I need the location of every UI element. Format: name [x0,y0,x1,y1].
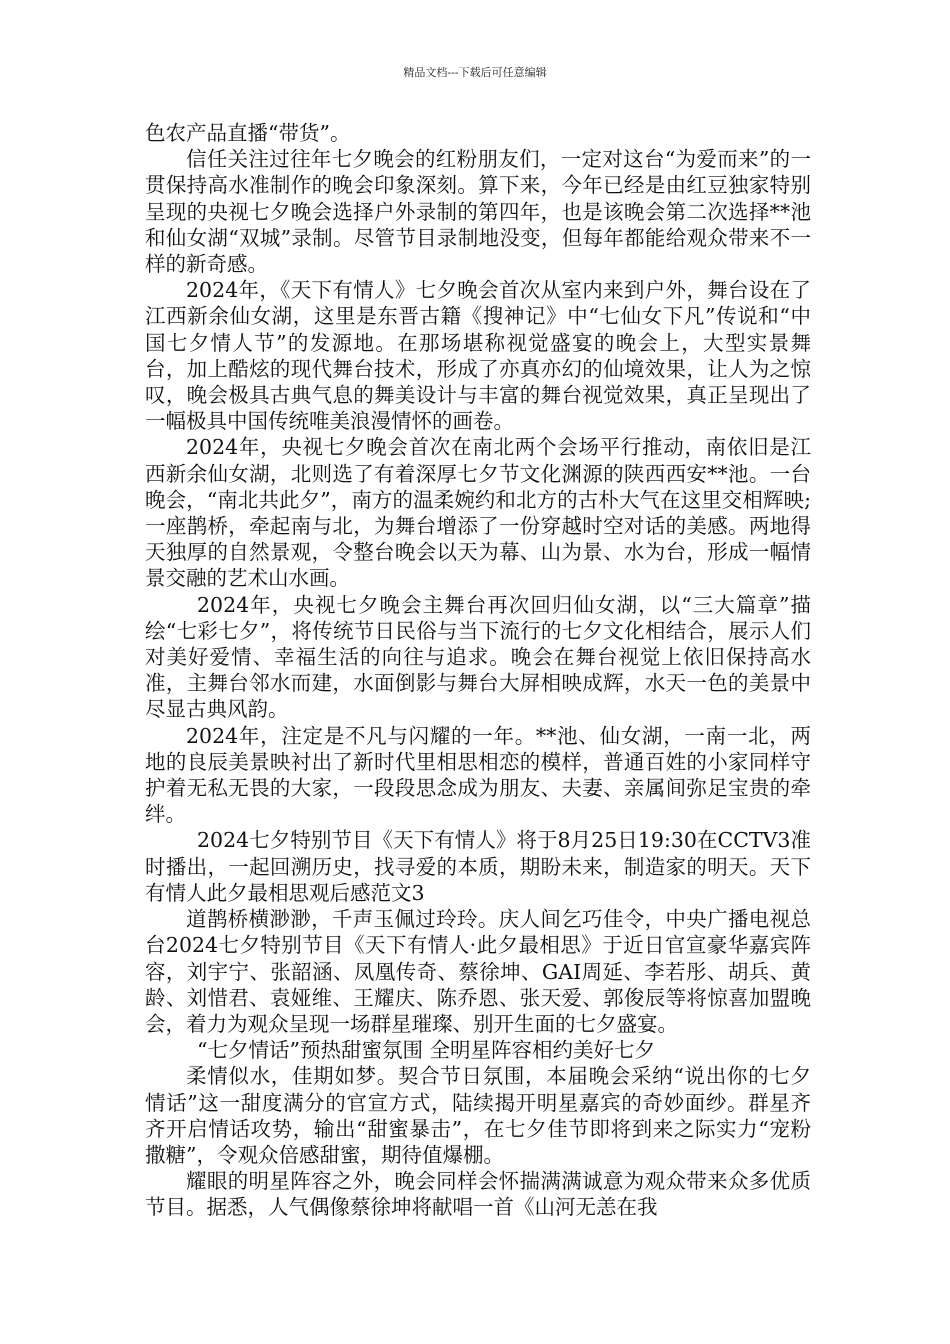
paragraph: 信任关注过往年七夕晚会的红粉朋友们，一定对这台“为爱而来”的一贯保持高水准制作的晚会印象深刻。算下来，今年已经是由红豆独家特别呈现的央视七夕晚会选择户外录制的第四年，也是该晚会第二次选择**池和仙女湖“双城”录制。尽管节目录制地没变，但每年都能给观众带来不一样的新奇感。 [145,147,811,277]
paragraph: 2024年，央视七夕晚会首次在南北两个会场平行推动，南依旧是江西新余仙女湖，北则选了有着深厚七夕节文化渊源的陕西西安**池。一台晚会，“南北共此夕”，南方的温柔婉约和北方的古朴大气在这里交相辉映;一座鹊桥，牵起南与北，为舞台增添了一份穿越时空对话的美感。两地得天独厚的自然景观，令整台晚会以天为幕、山为景、水为台，形成一幅情景交融的艺术山水画。 [145,435,811,591]
paragraph: 2024七夕特别节目《天下有情人》将于8月25日19:30在CCTV3准时播出，一起回溯历史，找寻爱的本质，期盼未来，制造家的明天。天下有情人此夕最相思观后感范文3 [145,828,811,905]
paragraph: 2024年，注定是不凡与闪耀的一年。**池、仙女湖，一南一北，两地的良辰美景映衬出了新时代里相思相恋的模样，普通百姓的小家同样守护着无私无畏的大家，一段段思念成为朋友、夫妻、亲属间弥足宝贵的牵绊。 [145,723,811,827]
paragraph: 耀眼的明星阵容之外，晚会同样会怀揣满满诚意为观众带来众多优质节目。据悉，人气偶像蔡徐坤将献唱一首《山河无恙在我 [145,1169,811,1220]
paragraph: 2024年，《天下有情人》七夕晚会首次从室内来到户外，舞台设在了江西新余仙女湖，这里是东晋古籍《搜神记》中“七仙女下凡”传说和“中国七夕情人节”的发源地。在那场堪称视觉盛宴的晚会上，大型实景舞台，加上酷炫的现代舞台技术，形成了亦真亦幻的仙境效果，让人为之惊叹，晚会极具古典气息的舞美设计与丰富的舞台视觉效果，真正呈现出了一幅极具中国传统唯美浪漫情怀的画卷。 [145,278,811,434]
document-body [145,120,811,1221]
paragraph: 道鹊桥横渺渺，千声玉佩过玲玲。庆人间乞巧佳令，中央广播电视总台2024七夕特别节目《天下有情人·此夕最相思》于近日官宣豪华嘉宾阵容，刘宇宁、张韶涵、凤凰传奇、蔡徐坤、GAI周延、李若彤、胡兵、黄龄、刘惜君、袁娅维、王耀庆、陈乔恩、张天爱、郭俊辰等将惊喜加盟晚会，着力为观众呈现一场群星璀璨、别开生面的七夕盛宴。 [145,907,811,1036]
page-header: 精品文档---下载后可任意编辑 [403,66,547,79]
paragraph: 2024年，央视七夕晚会主舞台再次回归仙女湖，以“三大篇章”描绘“七彩七夕”，将传统节日民俗与当下流行的七夕文化相结合，展示人们对美好爱情、幸福生活的向往与追求。晚会在舞台视觉上依旧保持高水准，主舞台邻水而建，水面倒影与舞台大屏相映成辉，水天一色的美景中尽显古典风韵。 [145,592,811,722]
section-heading: “七夕情话”预热甜蜜氛围 全明星阵容相约美好七夕 [197,1038,655,1063]
paragraph-continuation: 色农产品直播“带货”。 [145,121,351,145]
paragraph: 柔情似水，佳期如梦。契合节日氛围，本届晚会采纳“说出你的七夕情话”这一甜度满分的官宣方式，陆续揭开明星嘉宾的奇妙面纱。群星齐齐开启情话攻势，输出“甜蜜暴击”，在七夕佳节即将到来之际实力“宠粉撒糖”，令观众倍感甜蜜，期待值爆棚。 [145,1064,811,1167]
